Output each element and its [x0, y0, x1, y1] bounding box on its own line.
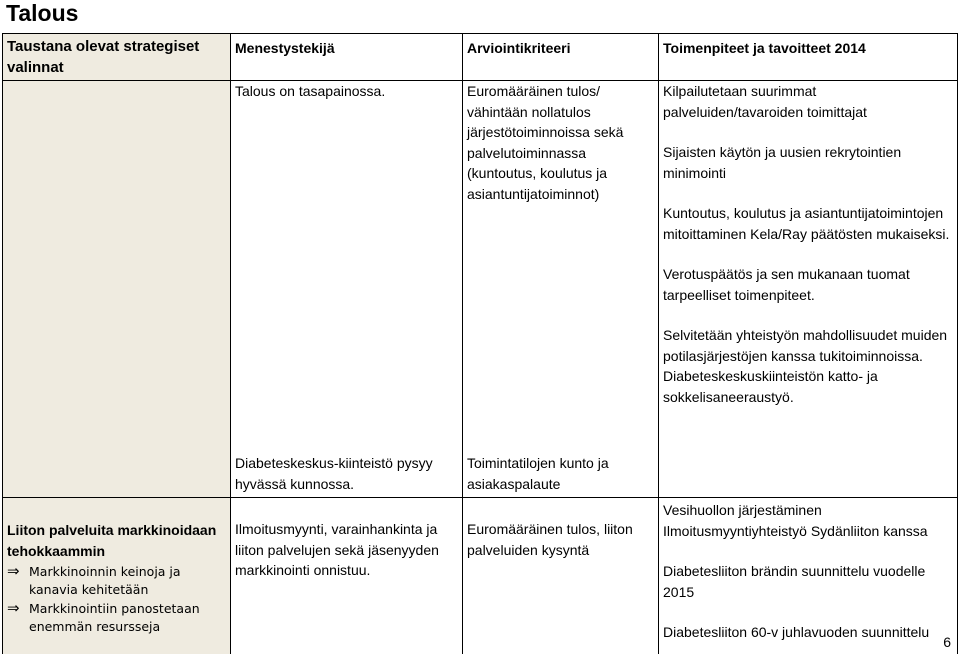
row1-strategy-cell [3, 81, 231, 498]
row2-strategy-title: Liiton palveluita markkinoidaan tehokkaammin [7, 522, 217, 559]
strategy-bullet [7, 600, 226, 635]
table-row [3, 81, 958, 498]
strategy-bullet-text: Markkinoinnin keinoja ja kanavia kehitetään [29, 564, 181, 597]
header-criteria: Arviointikriteeri [463, 34, 659, 81]
action-item: Diabetesliiton brändin suunnittelu vuodelle 2015 [663, 563, 926, 600]
strategy-bullet-text: Markkinointiin panostetaan enemmän resursseja [29, 601, 200, 634]
page-title: Talous [6, 0, 79, 26]
action-item: Verotuspäätös ja sen mukanaan tuomat tarpeelliset toimenpiteet. [663, 266, 910, 303]
action-item: Ilmoitusmyyntiyhteistyö Sydänliiton kanssa [663, 522, 928, 539]
row1-success-bottom: Diabeteskeskus-kiinteistö pysyy hyvässä kunnossa. [235, 455, 433, 492]
header-strategy: Taustana olevat strategiset valinnat [3, 34, 231, 81]
header-success-factor: Menestystekijä [231, 34, 463, 81]
action-item: Selvitetään yhteistyön mahdollisuudet muiden potilasjärjestöjen kanssa tukitoiminnoissa. [663, 327, 948, 364]
row1-criteria-cell [463, 81, 659, 498]
action-item: Diabeteskeskuskiinteistön katto- ja sokkelisaneeraustyö. [663, 368, 878, 405]
row1-criteria-bottom: Toimintatilojen kunto ja asiakaspalaute [467, 455, 609, 492]
action-item: Sijaisten käytön ja uusien rekrytointien minimointi [663, 144, 902, 181]
table-row [3, 498, 958, 654]
row1-success-top: Talous on tasapainossa. [235, 83, 386, 99]
strategy-bullet [7, 563, 226, 598]
row1-actions-cell [659, 81, 958, 498]
action-item: Kuntoutus, koulutus ja asiantuntijatoimintojen mitoittaminen Kela/Ray päätösten mukaiseksi. [663, 205, 950, 242]
double-arrow-right-icon: ⇒ [7, 562, 20, 580]
row1-criteria-top: Euromääräinen tulos/ vähintään nollatulos järjestötoiminnoissa sekä palvelutoiminnassa (kuntoutus, koulutus ja asiantuntijatoiminnot) [467, 83, 624, 202]
row1-success-cell [231, 81, 463, 498]
table-header-row [3, 34, 958, 81]
row2-criteria-cell: Euromääräinen tulos, liiton palveluiden kysyntä [463, 498, 659, 654]
header-actions: Toimenpiteet ja tavoitteet 2014 [659, 34, 958, 81]
row2-success-cell: Ilmoitusmyynti, varainhankinta ja liiton palvelujen sekä jäsenyyden markkinointi onnistuu. [231, 498, 463, 654]
action-item: Diabetesliiton 60-v juhlavuoden suunnittelu [663, 624, 930, 640]
action-item: Kilpailutetaan suurimmat palveluiden/tavaroiden toimittajat [663, 83, 867, 120]
strategy-table [2, 33, 958, 654]
page-number: 6 [943, 634, 951, 650]
double-arrow-right-icon: ⇒ [7, 599, 20, 617]
action-item: Vesihuollon järjestäminen [663, 502, 822, 518]
row2-strategy-cell [3, 498, 231, 654]
row2-actions-cell [659, 498, 958, 654]
